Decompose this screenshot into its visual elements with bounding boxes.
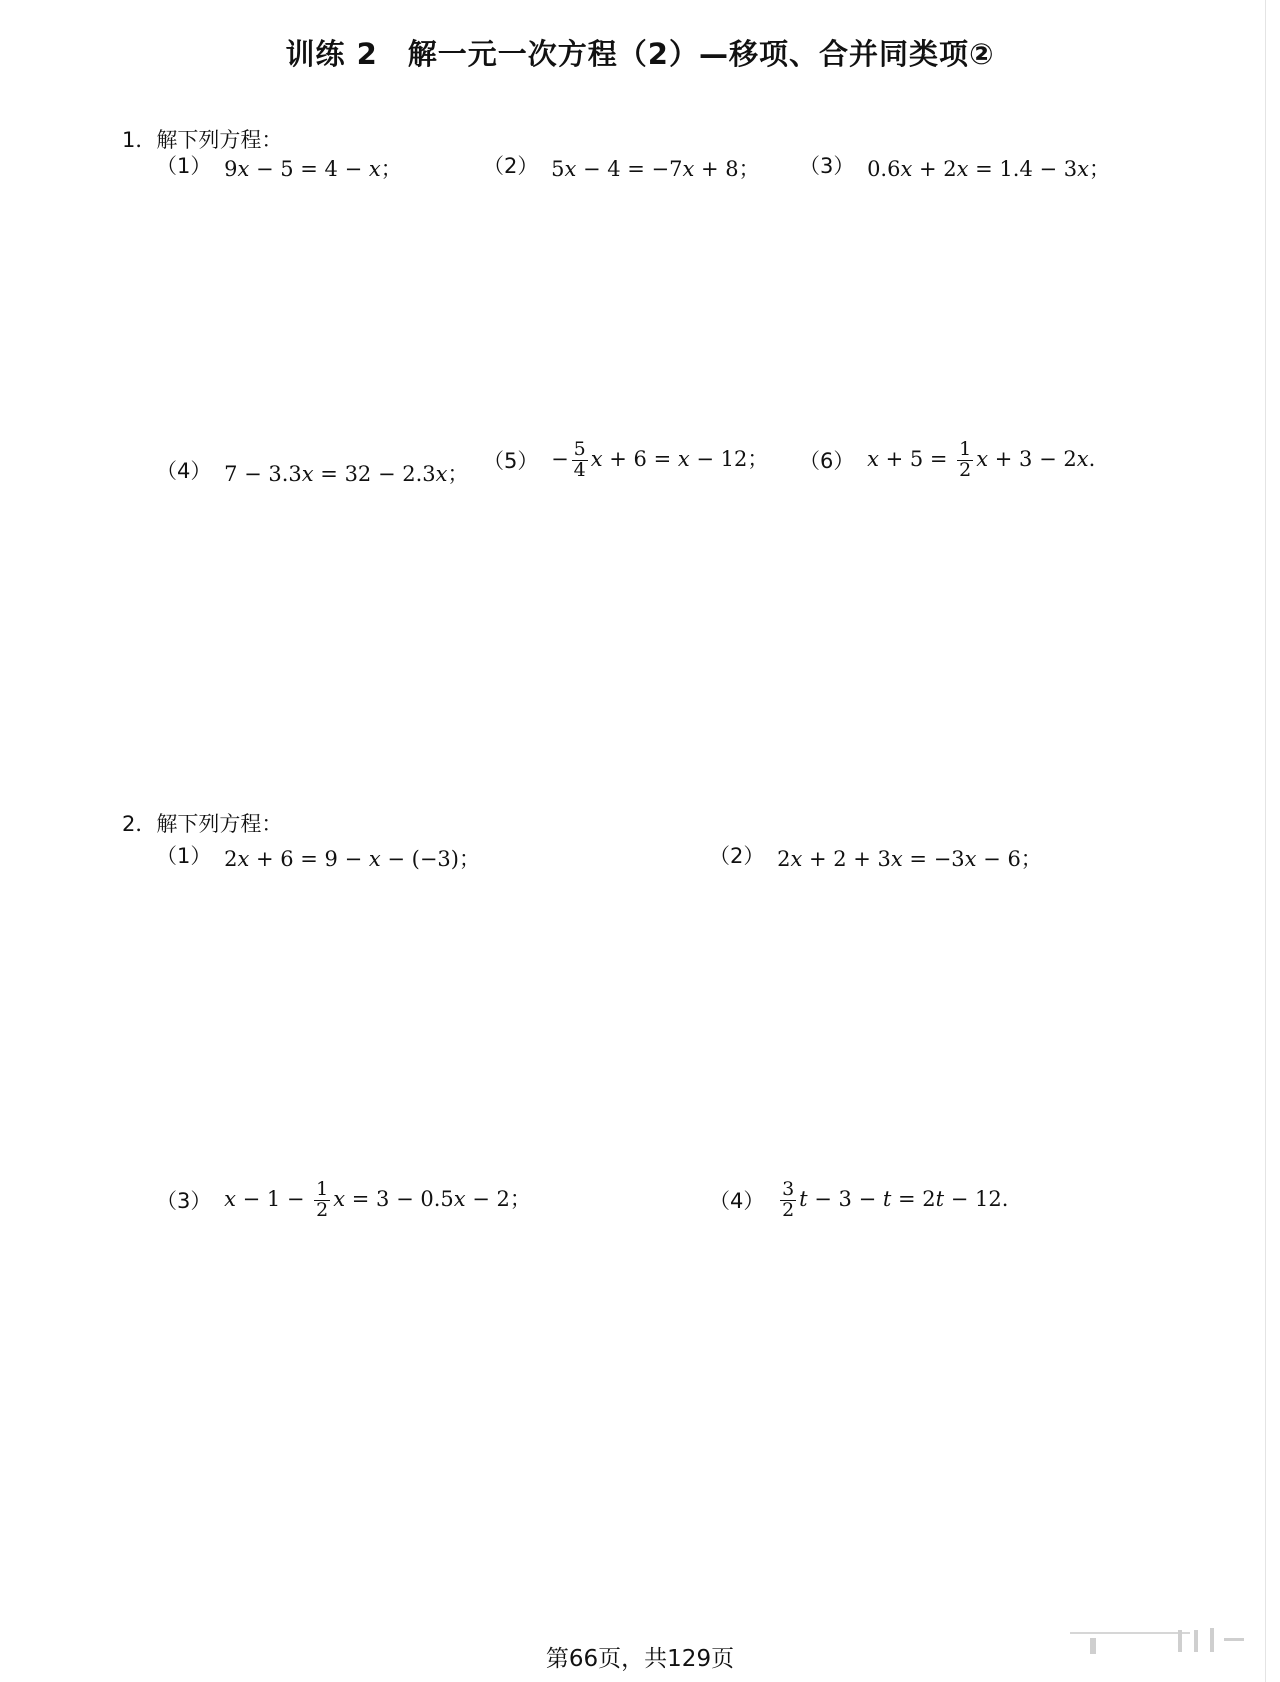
q2-problem-4 (709, 1180, 1008, 1236)
equation: 9x − 5 = 4 − x； (224, 156, 402, 181)
q1-problem-2 (483, 150, 760, 206)
problem-label: （5） (483, 449, 539, 474)
q2-problem-2 (709, 840, 1042, 896)
fraction: $\frac{5}{4}$ (573, 438, 586, 481)
q2-problem-1 (156, 840, 480, 896)
fraction: $\frac{3}{2}$ (782, 1178, 795, 1221)
equation: 2x + 2 + 3x = −3x − 6； (777, 846, 1042, 871)
equation: $\frac{3}{2}$ t − 3 − t = 2t − 12. (782, 1178, 1009, 1221)
fraction: $\frac{1}{2}$ (316, 1178, 329, 1221)
q1-problem-5 (483, 440, 768, 496)
q2-problem-3 (156, 1180, 531, 1236)
equation: x + 5 = $\frac{1}{2}$ x + 3 − 2x. (867, 438, 1096, 481)
problem-label: （3） (799, 154, 855, 178)
equation: 5x − 4 = −7x + 8； (551, 156, 760, 181)
equation: 7 − 3.3x = 32 − 2.3x； (224, 461, 469, 486)
fraction: $\frac{1}{2}$ (959, 438, 972, 481)
q1-problem-1 (156, 150, 402, 206)
question-2-heading: 2．解下列方程： (122, 812, 283, 836)
problem-label: （6） (799, 449, 855, 474)
equation: x − 1 − $\frac{1}{2}$ x = 3 − 0.5x − 2； (224, 1178, 531, 1221)
problem-label: （1） (156, 844, 212, 868)
scan-edge-line (1265, 0, 1266, 1682)
page-number-footer: 第66页，共129页 (545, 1646, 735, 1672)
q1-problem-3 (799, 150, 1110, 206)
problem-label: （4） (709, 1189, 765, 1214)
problem-label: （2） (483, 154, 539, 178)
question-1-heading: 1．解下列方程： (122, 128, 283, 152)
q1-problem-4 (156, 455, 468, 511)
problem-label: （2） (709, 844, 765, 868)
page-title: 训练 2 解一元一次方程（2）—移项、合并同类项② (285, 37, 995, 71)
q1-problem-6 (799, 440, 1095, 496)
equation: 0.6x + 2x = 1.4 − 3x； (867, 156, 1110, 181)
equation: 2x + 6 = 9 − x − (−3)； (224, 846, 480, 871)
problem-label: （3） (156, 1189, 212, 1214)
equation: − $\frac{5}{4}$ x + 6 = x − 12； (551, 438, 769, 481)
problem-label: （4） (156, 459, 212, 483)
problem-label: （1） (156, 154, 212, 178)
